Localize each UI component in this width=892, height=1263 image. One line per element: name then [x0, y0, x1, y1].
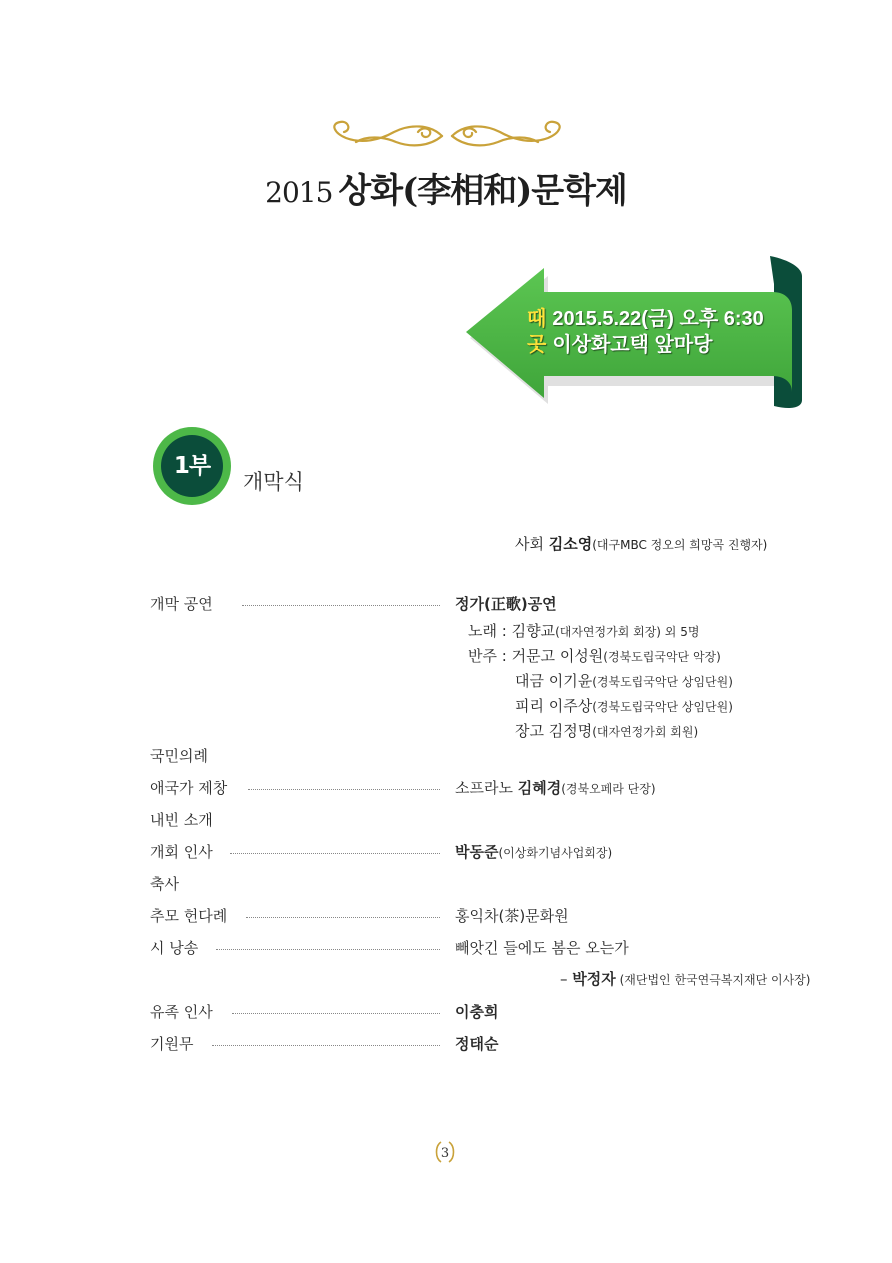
program-value: [455, 841, 612, 862]
program-label: 내빈 소개: [150, 811, 213, 829]
program-value-bold: 정태순: [455, 1035, 499, 1053]
program-row: [150, 1001, 840, 1023]
detail-note: (경북도립국악단 상임단원): [592, 675, 733, 689]
program-row: [150, 1033, 840, 1055]
program-value: [455, 1033, 498, 1054]
leader-dots: [230, 853, 440, 854]
program-value: [455, 593, 557, 614]
program-value-note: (이상화기념사업회장): [498, 846, 613, 860]
performance-detail: [515, 720, 698, 741]
page-title: [0, 163, 892, 212]
program-label: 기원무: [150, 1035, 194, 1053]
page-number-mark: [433, 1140, 457, 1164]
detail-role: 반주 :: [468, 647, 512, 665]
program-row: [150, 809, 840, 831]
mc-line: [515, 533, 767, 554]
program-row: [150, 905, 840, 927]
program-row: [150, 593, 840, 615]
where-label: 곳: [527, 334, 547, 356]
detail-name: 거문고 이성원: [511, 647, 604, 665]
detail-name: 김향교: [511, 622, 556, 640]
detail-name: 장고 김정명: [515, 722, 593, 740]
program-value-text: 홍익차(茶)문화원: [455, 907, 569, 925]
program-label: 애국가 제창: [150, 779, 228, 797]
performance-detail: [515, 670, 733, 691]
program-row: [150, 777, 840, 799]
detail-role: 노래 :: [468, 622, 512, 640]
poem-reader-name: 박정자: [572, 970, 616, 988]
program-label: 유족 인사: [150, 1003, 213, 1021]
when-value: 2015.5.22(금) 오후 6:30: [552, 308, 764, 330]
program-value-bold: 김혜경: [517, 779, 562, 797]
performance-detail: [468, 645, 721, 666]
program-value-prefix: 소프라노: [455, 779, 518, 797]
program-label: 국민의례: [150, 747, 208, 765]
leader-dots: [212, 1045, 440, 1046]
performance-detail: [515, 695, 733, 716]
detail-note: (대자연정가회 회원): [592, 725, 699, 739]
leader-dots: [232, 1013, 440, 1014]
program-label: 추모 헌다례: [150, 907, 228, 925]
detail-note: (대자연정가회 회장) 외 5명: [555, 625, 700, 639]
detail-note: (경북도립국악단 악장): [603, 650, 721, 664]
program-value: [455, 937, 629, 958]
poem-reader: [560, 968, 810, 989]
when-label: 때: [527, 308, 547, 330]
program-value-note: (경북오페라 단장): [561, 782, 656, 796]
title-main: 상화(李相和)문학제: [338, 171, 627, 211]
program-label: 시 낭송: [150, 939, 199, 957]
detail-note: (경북도립국악단 상임단원): [592, 700, 733, 714]
program-label: 축사: [150, 875, 179, 893]
section-title: 개막식: [243, 470, 304, 494]
program-value-text: 빼앗긴 들에도 봄은 오는가: [455, 939, 629, 957]
program-value-bold: 박동준: [455, 843, 499, 861]
mc-prefix: 사회: [515, 535, 549, 553]
performance-detail: [468, 620, 699, 641]
program-value: [455, 1001, 498, 1022]
title-year: 2015: [265, 176, 333, 209]
program-value: [455, 777, 656, 798]
program-value-bold: 정가(正歌)공연: [455, 595, 557, 613]
decorative-ornament: [322, 118, 572, 154]
program-label: 개회 인사: [150, 843, 213, 861]
leader-dots: [246, 917, 440, 918]
program-row: [150, 937, 840, 959]
where-value: 이상화고택 앞마당: [552, 334, 713, 356]
leader-dots: [216, 949, 440, 950]
program-row: [150, 873, 840, 895]
section-badge-label: 1부: [161, 435, 223, 497]
detail-name: 대금 이기윤: [515, 672, 593, 690]
detail-name: 피리 이주상: [515, 697, 593, 715]
program-label: 개막 공연: [150, 595, 213, 613]
mc-note: (대구MBC 정오의 희망곡 진행자): [592, 538, 768, 552]
program-row: [150, 841, 840, 863]
program-row: [150, 745, 840, 767]
program-value-bold: 이충희: [455, 1003, 499, 1021]
poem-reader-note: (재단법인 한국연극복지재단 이사장): [615, 973, 811, 987]
event-when: [527, 306, 764, 332]
event-info: [527, 306, 764, 358]
event-where: [527, 332, 764, 358]
program-value: [455, 905, 569, 926]
leader-dots: [248, 789, 440, 790]
mc-name: 김소영: [548, 535, 593, 553]
page-number: 3: [440, 1146, 450, 1161]
section-badge: [153, 427, 231, 505]
leader-dots: [242, 605, 440, 606]
poem-reader-dash: –: [560, 970, 573, 988]
